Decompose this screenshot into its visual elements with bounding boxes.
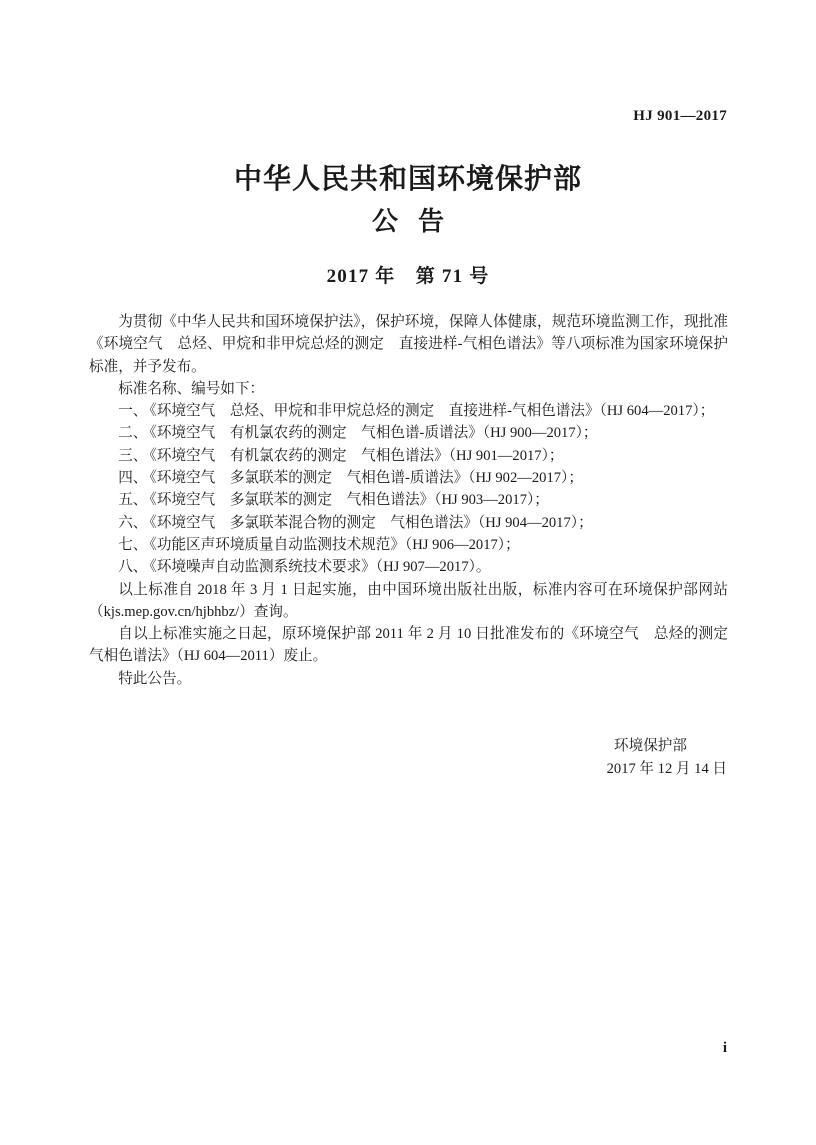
standard-list-item	[89, 489, 728, 511]
standard-list-item	[89, 534, 728, 556]
standard-list-item	[89, 467, 728, 489]
document-kind-title: 公告	[371, 207, 464, 237]
standard-item-number: 八、	[118, 559, 148, 576]
standard-item-title: 《功能区声环境质量自动监测技术规范》	[149, 536, 405, 553]
standard-item-code: （HJ 907—2017）。	[375, 559, 491, 576]
standard-item-code: （HJ 904—2017）；	[477, 514, 593, 531]
page-number: i	[722, 1040, 727, 1056]
standard-item-title: 《环境空气 总烃、甲烷和非甲烷总烃的测定 直接进样-气相色谱法》	[149, 403, 600, 420]
standard-item-title: 《环境噪声自动监测系统技术要求》	[149, 559, 376, 576]
standard-item-title: 《环境空气 多氯联苯的测定 气相色谱法》	[149, 492, 435, 509]
signature-block	[0, 735, 727, 781]
implementation-paragraph: 以上标准自 2018 年 3 月 1 日起实施，由中国环境出版社出版，标准内容可在环境保护部网站（kjs.mep.gov.cn/hjbhbz/）查询。	[89, 581, 728, 620]
standard-list-item	[89, 445, 728, 467]
standard-item-number: 七、	[118, 536, 148, 553]
standard-item-number: 二、	[118, 425, 148, 442]
masthead	[0, 163, 816, 241]
standard-item-number: 六、	[118, 514, 148, 531]
issue-number: 2017 年 第 71 号	[326, 266, 490, 287]
standard-list-item	[89, 556, 728, 578]
issuing-organization-title: 中华人民共和国环境保护部	[233, 164, 582, 195]
standard-item-code: （HJ 903—2017）；	[434, 492, 549, 509]
opening-paragraph: 为贯彻《中华人民共和国环境保护法》，保护环境，保障人体健康，规范环境监测工作，现批准《环境空气 总烃、甲烷和非甲烷总烃的测定 直接进样-气相色谱法》等八项标准为国家环境保护标准，并予发布。	[89, 314, 728, 375]
standard-code-header: HJ 901—2017	[633, 108, 727, 124]
standard-item-number: 一、	[118, 403, 148, 420]
document-body	[89, 311, 743, 690]
standard-item-number: 五、	[118, 492, 148, 509]
standard-item-code: （HJ 906—2017）；	[404, 536, 520, 553]
standard-item-title: 《环境空气 多氯联苯混合物的测定 气相色谱法》	[149, 514, 478, 531]
standard-item-title: 《环境空气 有机氯农药的测定 气相色谱-质谱法》	[149, 425, 483, 442]
standard-item-code: （HJ 604—2017）；	[599, 403, 715, 420]
standard-list-item	[89, 422, 728, 444]
standards-list	[89, 400, 728, 578]
standard-item-number: 三、	[118, 447, 148, 464]
repeal-paragraph: 自以上标准实施之日起，原环境保护部 2011 年 2 月 10 日批准发布的《环境空气 总烃的测定 气相色谱法》（HJ 604—2011）废止。	[89, 626, 743, 665]
standard-list-item	[89, 400, 728, 422]
standard-item-title: 《环境空气 有机氯农药的测定 气相色谱法》	[149, 447, 449, 464]
signing-organization: 环境保护部	[614, 738, 687, 754]
signing-date: 2017 年 12 月 14 日	[606, 761, 727, 777]
standard-item-code: （HJ 900—2017）；	[482, 425, 598, 442]
standard-item-code: （HJ 902—2017）；	[468, 470, 583, 487]
standard-item-title: 《环境空气 多氯联苯的测定 气相色谱-质谱法》	[149, 470, 469, 487]
closing-paragraph: 特此公告。	[118, 670, 192, 687]
standard-item-code: （HJ 901—2017）；	[448, 447, 564, 464]
standard-item-number: 四、	[118, 470, 148, 487]
standard-list-item	[89, 512, 728, 534]
standards-list-intro: 标准名称、编号如下：	[118, 380, 265, 397]
